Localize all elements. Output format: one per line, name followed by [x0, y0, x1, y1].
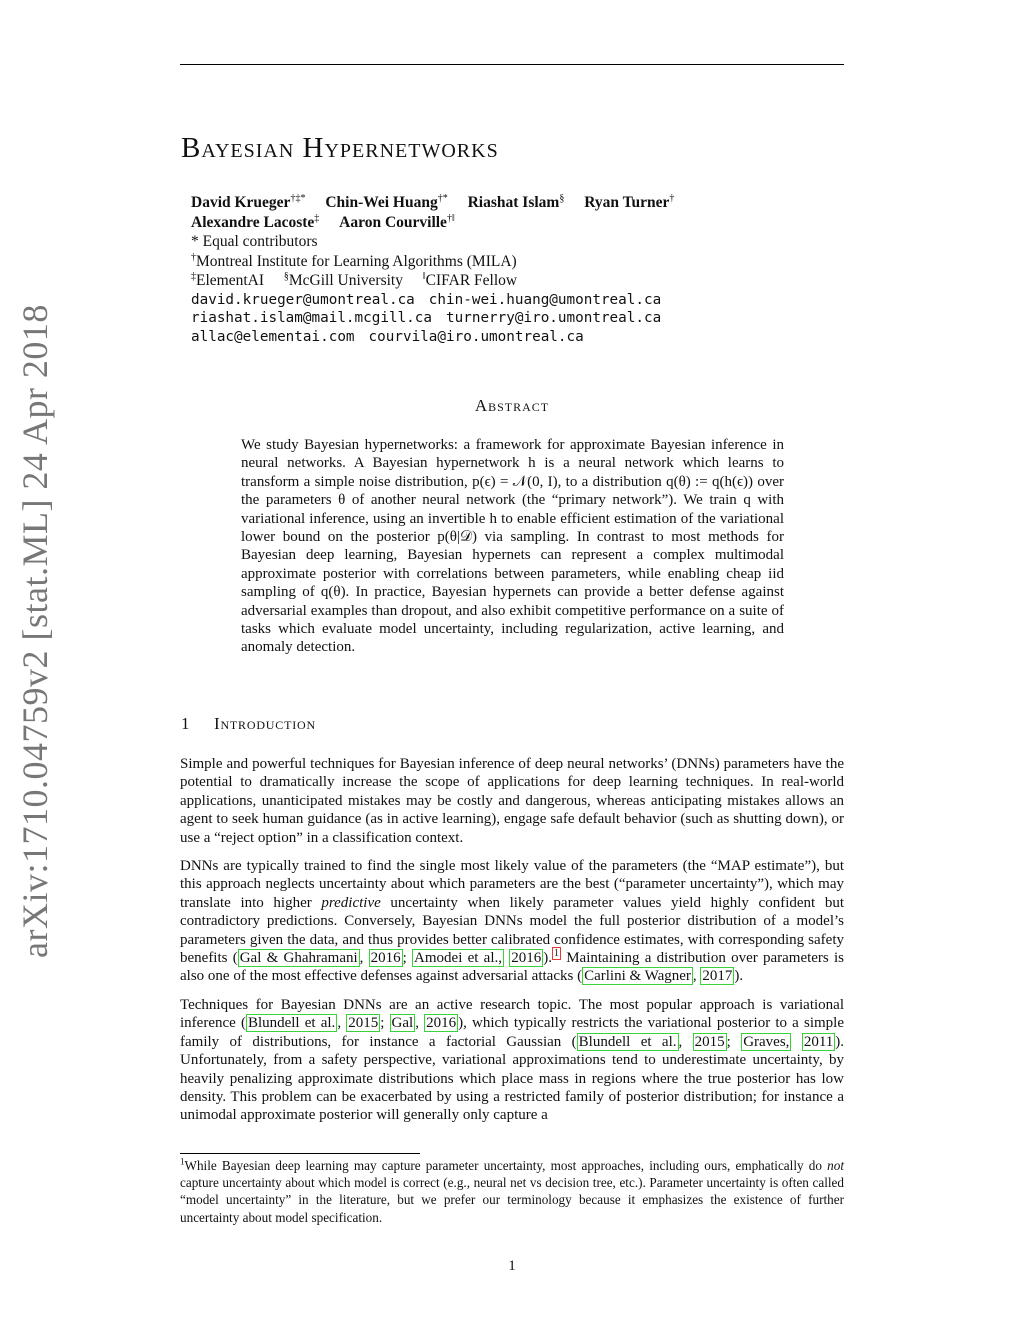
author-block: [191, 193, 674, 346]
author-name: Ryan Turner: [584, 194, 670, 211]
text-run: ,: [415, 1015, 425, 1032]
affiliation-others: [191, 271, 674, 291]
text-run: ;: [726, 1033, 742, 1050]
author-marks: ‡: [314, 212, 320, 224]
citation-link[interactable]: Gal & Ghahramani: [239, 950, 358, 967]
author-name: Riashat Islam: [467, 194, 560, 211]
citation-link[interactable]: Graves,: [743, 1033, 790, 1050]
affiliation-text: CIFAR Fellow: [425, 272, 518, 289]
email-line: [191, 291, 674, 310]
author-marks: †‡*: [290, 192, 306, 204]
citation-link[interactable]: 2016: [426, 1015, 457, 1032]
citation-link[interactable]: Blundell et al.: [578, 1033, 677, 1050]
affiliation-text: ElementAI: [196, 272, 265, 289]
abstract-text: We study Bayesian hypernetworks: a framework for approximate Bayesian inference in neural networks. A Bayesian hypernetwork h is a neural network which learns to transform a simple noise distribution, p(ϵ) = 𝒩(0, I), to a distribution q(θ) := q(h(ϵ)) over the parameters θ of another neural network (the “primary network”). We train q with variational inference, using an invertible h to enable efficient estimation of the variational lower bound on the posterior p(θ|𝒟) via sampling. In contrast to most methods for Bayesian deep learning, Bayesian hypernets can represent a complex multimodal approximate posterior with correlations between parameters, while enabling cheap iid sampling of q(θ). In practice, Bayesian hypernets can provide a better defense against adversarial examples than dropout, and also exhibit competitive performance on a suite of tasks which evaluate model uncertainty, including regularization, active learning, and anomaly detection.: [241, 437, 784, 656]
author-marks: †: [669, 192, 675, 204]
footnote-1: [180, 1157, 844, 1226]
affiliation-mark: †: [191, 251, 196, 263]
citation-link[interactable]: Carlini & Wagner: [584, 968, 691, 985]
text-run: [791, 1034, 801, 1050]
email-line: [191, 309, 674, 328]
email: chin-wei.huang@umontreal.ca: [428, 291, 662, 308]
citation-link[interactable]: Gal: [391, 1015, 414, 1032]
arxiv-identifier: arXiv:1710.04759v2 [stat.ML] 24 Apr 2018: [15, 304, 55, 958]
text-run: Techniques for Bayesian DNNs are an active research topic. The most popular approach is variational inference (: [180, 996, 844, 1032]
email: courvila@iro.umontreal.ca: [368, 328, 584, 345]
email: david.krueger@umontreal.ca: [191, 291, 415, 308]
section-number: 1: [181, 714, 191, 733]
text-run: Maintaining a distribution over parameters is also one of the most effective defenses against adversarial attacks (: [180, 950, 844, 985]
text-run: ,: [359, 950, 369, 967]
affiliation-mark: §: [283, 270, 289, 282]
citation-link[interactable]: 2017: [702, 968, 733, 985]
page-number: 1: [508, 1258, 516, 1274]
footnote-link[interactable]: 1: [553, 948, 559, 960]
citation-link[interactable]: 2016: [370, 950, 401, 967]
citation-link[interactable]: Amodei et al.,: [414, 950, 502, 967]
email: allac@elementai.com: [191, 328, 355, 345]
author-marks: §: [559, 192, 565, 204]
author-marks: †‖: [446, 212, 455, 224]
text-run: ). Unfortunately, from a safety perspective, variational approximations tend to underestimate uncertainty, by heavily penalizing approximate distributions which place mass in regions where the true posterior has low density. This problem can be exacerbated by using a restricted family of posterior distribution; for instance a unimodal approximate posterior will generally only capture a: [180, 1033, 845, 1124]
citation-link[interactable]: 2016: [511, 950, 542, 967]
paragraph-2: [180, 857, 844, 986]
text-run: capture uncertainty about which model is correct (e.g., neural net vs decision tree, etc.). Parameter uncertainty is often called “model uncertainty” in the literature, but we prefer our terminology because it emphasizes the existence of further uncertainty about model specification.: [180, 1175, 844, 1225]
affiliation-text: McGill University: [288, 272, 403, 289]
paragraph-1: Simple and powerful techniques for Bayesian inference of deep neural networks’ (DNNs) parameters have the potential to dramatically increase the scope of applications for deep learning techniques. In real-world applications, unanticipated mistakes may be costly and dangerous, whereas anticipating mistakes allows an agent to seek human guidance (as in active learning), engage safe default behavior (such as shutting down), or use a “reject option” in a classification context.: [180, 756, 844, 846]
emphasis: not: [827, 1158, 844, 1173]
email: riashat.islam@mail.mcgill.ca: [191, 310, 433, 326]
citation-link[interactable]: 2015: [694, 1033, 725, 1050]
footnote-rule: [180, 1153, 420, 1154]
text-run: ,: [337, 1015, 347, 1032]
text-run: ;: [402, 950, 413, 967]
text-run: ).: [543, 950, 552, 967]
affiliation-text: Montreal Institute for Learning Algorithms (MILA): [196, 252, 517, 270]
author-name: Alexandre Lacoste: [191, 213, 315, 231]
affiliation-mark: ‡: [191, 270, 196, 282]
abstract-heading: Abstract: [474, 396, 550, 415]
email-line: [191, 328, 674, 347]
top-rule: [180, 64, 844, 65]
text-run: ), which typically restricts the variational posterior to a simple family of distributions, for instance a factorial Gaussian (: [180, 1015, 844, 1050]
text-run: uncertainty when likely parameter values yield highly confident but contradictory predictions. Conversely, Bayesian DNNs model the full posterior distribution of a model’s parameters given the data, and thus provides better calibrated confidence estimates, with corresponding safety benefits (: [180, 894, 844, 967]
citation-link[interactable]: 2011: [803, 1033, 834, 1050]
text-run: ;: [380, 1015, 390, 1032]
email: turnerry@iro.umontreal.ca: [446, 310, 662, 326]
author-marks: †*: [437, 192, 448, 204]
equal-contribution-note: * Equal contributors: [191, 233, 318, 250]
paper-title: Bayesian Hypernetworks: [181, 132, 499, 164]
footnote-mark: 1: [180, 1156, 185, 1167]
text-run: ,: [678, 1033, 693, 1050]
citation-link[interactable]: 2015: [348, 1015, 379, 1032]
affiliation-mark: ‖: [422, 270, 426, 282]
text-run: While Bayesian deep learning may capture parameter uncertainty, most approaches, including ours, emphatically do: [184, 1158, 828, 1173]
affiliation-mila: [191, 252, 674, 272]
author-line-2: [191, 213, 674, 233]
author-line-1: [191, 193, 674, 213]
author-name: Chin-Wei Huang: [325, 194, 438, 211]
author-name: Aaron Courville: [339, 213, 447, 231]
author-name: David Krueger: [191, 194, 291, 211]
section-title: Introduction: [214, 714, 316, 733]
text-run: ,: [692, 968, 701, 985]
text-run: ).: [734, 968, 744, 985]
section-heading-introduction: [181, 714, 316, 734]
text-run: DNNs are typically trained to find the single most likely value of the parameters (the “MAP estimate”), but this approach neglects uncertainty about which parameters are the best (“parameter uncertainty”), which may translate into higher: [180, 858, 844, 911]
introduction-body: [180, 755, 844, 1135]
emphasis: predictive: [321, 894, 381, 911]
citation-link[interactable]: Blundell et al.: [247, 1015, 336, 1032]
paragraph-3: [180, 996, 844, 1125]
